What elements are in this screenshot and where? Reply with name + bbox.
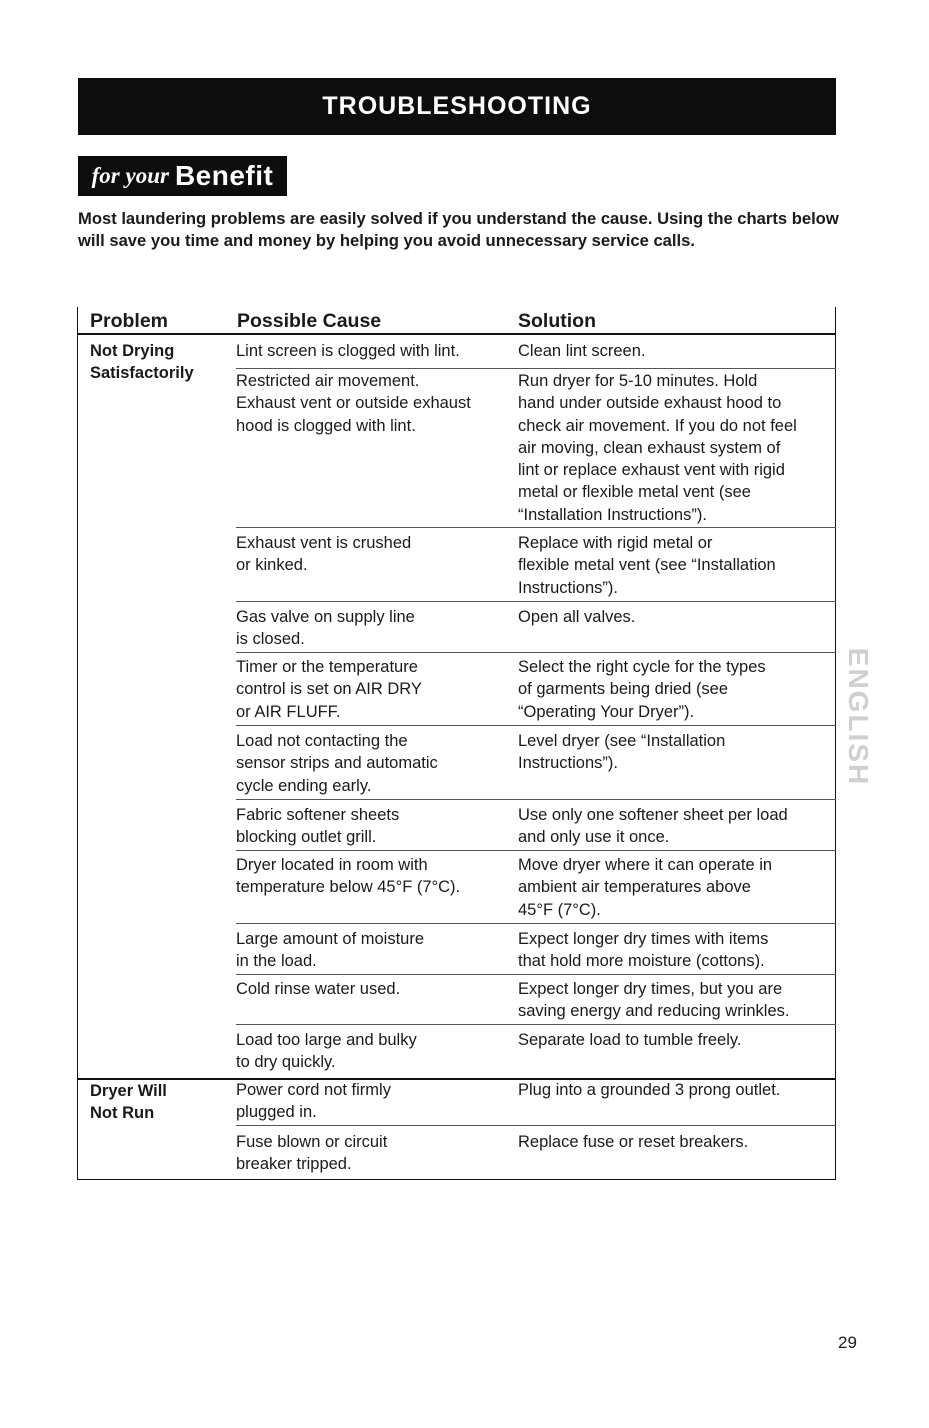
table-row <box>236 1079 836 1126</box>
solution-cell: Expect longer dry times with items that hold more moisture (cottons). <box>518 930 769 971</box>
header-bar <box>78 78 836 135</box>
cause-cell: Cold rinse water used. <box>236 980 401 998</box>
table-row <box>236 340 836 369</box>
solution-cell: Run dryer for 5-10 minutes. Hold hand under outside exhaust hood to check air movement. If you do not feel air moving, clean exhaust system of lint or replace exhaust vent with rigid metal or flexible metal vent (see “Installation Instructions”). <box>518 372 797 524</box>
solution-cell: Open all valves. <box>518 608 636 626</box>
badge-big-text: Benefit <box>174 160 274 191</box>
solution-cell: Move dryer where it can operate in ambient air temperatures above 45°F (7°C). <box>518 856 773 919</box>
table-row <box>236 978 836 1025</box>
table-row <box>236 1029 836 1075</box>
table-row <box>236 1131 836 1177</box>
table-row <box>236 370 836 528</box>
table-row <box>236 656 836 726</box>
cause-cell: Lint screen is clogged with lint. <box>236 342 460 360</box>
table-row <box>236 804 836 851</box>
cause-cell: Fabric softener sheets blocking outlet grill. <box>236 806 400 847</box>
cause-cell: Load too large and bulky to dry quickly. <box>236 1031 417 1072</box>
page-title: TROUBLESHOOTING <box>322 92 592 120</box>
cause-cell: Power cord not firmly plugged in. <box>236 1081 391 1122</box>
cause-cell: Restricted air movement. Exhaust vent or outside exhaust hood is clogged with lint. <box>236 372 471 435</box>
problem-label: Not Drying Satisfactorily <box>90 342 194 382</box>
cause-cell: Exhaust vent is crushed or kinked. <box>236 534 412 575</box>
language-side-tab <box>842 612 874 822</box>
problem-label: Dryer Will Not Run <box>90 1082 167 1122</box>
solution-cell: Replace fuse or reset breakers. <box>518 1133 749 1151</box>
header-solution: Solution <box>518 310 596 332</box>
language-label: ENGLISH <box>843 647 874 787</box>
cause-cell: Fuse blown or circuit breaker tripped. <box>236 1133 388 1174</box>
cause-cell: Large amount of moisture in the load. <box>236 930 425 971</box>
table-row <box>236 606 836 653</box>
solution-cell: Select the right cycle for the types of garments being dried (see “Operating Your Dryer”). <box>518 658 766 721</box>
header-cause: Possible Cause <box>237 310 382 332</box>
solution-cell: Level dryer (see “Installation Instructions”). <box>518 732 726 773</box>
solution-cell: Plug into a grounded 3 prong outlet. <box>518 1081 781 1099</box>
solution-cell: Use only one softener sheet per load and only use it once. <box>518 806 788 847</box>
solution-cell: Clean lint screen. <box>518 342 646 360</box>
header-divider <box>77 333 836 335</box>
table-row <box>236 730 836 800</box>
table-row <box>236 928 836 975</box>
table-row <box>236 854 836 924</box>
solution-cell: Replace with rigid metal or flexible metal vent (see “Installation Instructions”). <box>518 534 776 597</box>
intro-paragraph: Most laundering problems are easily solved if you understand the cause. Using the charts below will save you time and money by helping you avoid unnecessary service calls. <box>78 209 839 250</box>
page-number: 29 <box>838 1333 857 1352</box>
benefit-badge <box>78 156 287 196</box>
cause-cell: Dryer located in room with temperature below 45°F (7°C). <box>236 856 461 897</box>
badge-small-text: for your <box>91 163 169 188</box>
cause-cell: Load not contacting the sensor strips and automatic cycle ending early. <box>236 732 438 795</box>
cause-cell: Timer or the temperature control is set on AIR DRY or AIR FLUFF. <box>236 658 422 721</box>
table-row <box>236 532 836 602</box>
solution-cell: Expect longer dry times, but you are saving energy and reducing wrinkles. <box>518 980 790 1021</box>
cause-cell: Gas valve on supply line is closed. <box>236 608 415 649</box>
header-problem: Problem <box>90 310 169 332</box>
solution-cell: Separate load to tumble freely. <box>518 1031 742 1049</box>
